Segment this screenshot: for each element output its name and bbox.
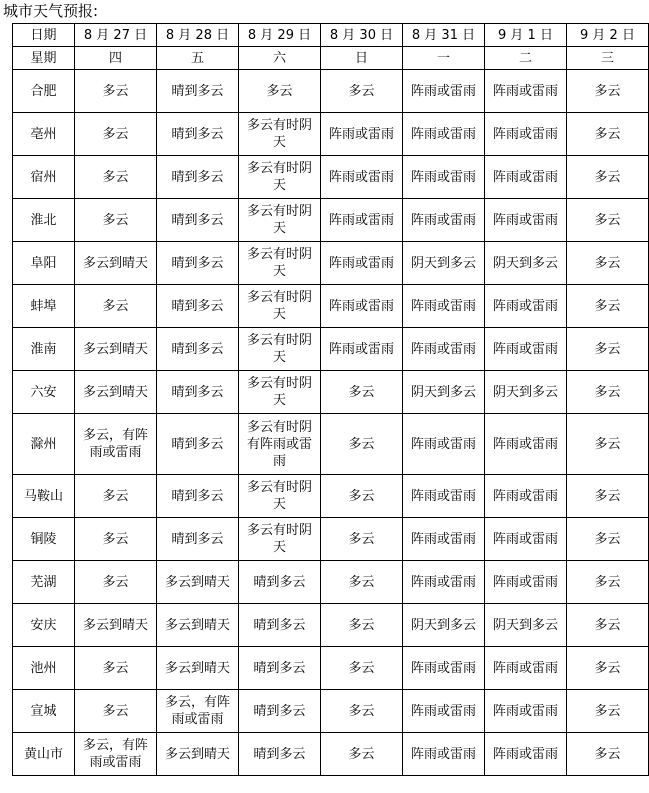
forecast-cell: 多云	[321, 371, 403, 414]
forecast-cell: 多云	[567, 371, 649, 414]
forecast-cell: 晴到多云	[157, 475, 239, 518]
date-header-cell: 9 月 1 日	[485, 24, 567, 47]
forecast-cell: 晴到多云	[157, 328, 239, 371]
city-name: 滁州	[13, 414, 75, 475]
weekday-header-cell: 日	[321, 47, 403, 70]
forecast-cell: 阵雨或雷雨	[321, 113, 403, 156]
forecast-cell: 多云	[321, 561, 403, 604]
forecast-cell: 多云，有阵雨或雷雨	[75, 414, 157, 475]
forecast-cell: 阵雨或雷雨	[321, 156, 403, 199]
city-row	[13, 156, 649, 199]
weekday-header-cell: 五	[157, 47, 239, 70]
forecast-cell: 晴到多云	[157, 199, 239, 242]
forecast-cell: 阵雨或雷雨	[485, 285, 567, 328]
forecast-cell: 多云	[321, 475, 403, 518]
forecast-cell: 阵雨或雷雨	[403, 475, 485, 518]
city-name: 淮北	[13, 199, 75, 242]
city-row	[13, 371, 649, 414]
forecast-cell: 阴天到多云	[403, 242, 485, 285]
forecast-cell: 阵雨或雷雨	[403, 328, 485, 371]
forecast-cell: 多云到晴天	[75, 328, 157, 371]
forecast-cell: 阵雨或雷雨	[485, 561, 567, 604]
forecast-cell: 多云	[75, 285, 157, 328]
city-row	[13, 113, 649, 156]
forecast-cell: 多云到晴天	[75, 371, 157, 414]
forecast-cell: 晴到多云	[157, 156, 239, 199]
city-name: 芜湖	[13, 561, 75, 604]
city-row	[13, 199, 649, 242]
forecast-cell: 多云到晴天	[157, 604, 239, 647]
forecast-cell: 阵雨或雷雨	[485, 199, 567, 242]
city-name: 宿州	[13, 156, 75, 199]
forecast-cell: 阵雨或雷雨	[485, 690, 567, 733]
forecast-cell: 多云	[321, 518, 403, 561]
forecast-cell: 阴天到多云	[485, 242, 567, 285]
date-header-label: 日期	[13, 24, 75, 47]
forecast-cell: 阴天到多云	[403, 371, 485, 414]
forecast-cell: 晴到多云	[157, 113, 239, 156]
forecast-cell: 晴到多云	[157, 70, 239, 113]
forecast-cell: 晴到多云	[157, 371, 239, 414]
forecast-cell: 多云	[567, 647, 649, 690]
forecast-cell: 多云	[75, 518, 157, 561]
date-header-cell: 8 月 28 日	[157, 24, 239, 47]
forecast-cell: 阵雨或雷雨	[403, 70, 485, 113]
forecast-cell: 多云	[75, 647, 157, 690]
city-row	[13, 285, 649, 328]
forecast-cell: 多云	[567, 70, 649, 113]
city-name: 亳州	[13, 113, 75, 156]
forecast-cell: 多云	[567, 242, 649, 285]
forecast-cell: 多云	[567, 328, 649, 371]
city-row	[13, 604, 649, 647]
forecast-cell: 多云有时阴天	[239, 113, 321, 156]
forecast-cell: 阵雨或雷雨	[403, 199, 485, 242]
forecast-cell: 晴到多云	[239, 733, 321, 776]
forecast-cell: 多云有时阴天	[239, 242, 321, 285]
forecast-cell: 阵雨或雷雨	[485, 647, 567, 690]
city-row	[13, 328, 649, 371]
forecast-cell: 阵雨或雷雨	[403, 113, 485, 156]
city-name: 阜阳	[13, 242, 75, 285]
forecast-cell: 阵雨或雷雨	[485, 156, 567, 199]
forecast-cell: 阵雨或雷雨	[321, 328, 403, 371]
forecast-cell: 多云到晴天	[157, 733, 239, 776]
forecast-cell: 阵雨或雷雨	[321, 199, 403, 242]
forecast-cell: 多云	[321, 70, 403, 113]
city-row	[13, 414, 649, 475]
weather-forecast-table	[12, 23, 649, 776]
forecast-cell: 多云	[321, 733, 403, 776]
forecast-cell: 阵雨或雷雨	[403, 690, 485, 733]
forecast-cell: 多云，有阵雨或雷雨	[75, 733, 157, 776]
weekday-header-row	[13, 47, 649, 70]
forecast-cell: 多云有时阴天	[239, 328, 321, 371]
forecast-cell: 多云到晴天	[75, 242, 157, 285]
city-name: 合肥	[13, 70, 75, 113]
forecast-cell: 晴到多云	[239, 561, 321, 604]
forecast-cell: 阵雨或雷雨	[485, 113, 567, 156]
city-row	[13, 647, 649, 690]
forecast-cell: 阵雨或雷雨	[403, 285, 485, 328]
forecast-cell: 多云有时阴天	[239, 518, 321, 561]
forecast-cell: 多云	[321, 414, 403, 475]
date-header-cell: 8 月 30 日	[321, 24, 403, 47]
city-name: 铜陵	[13, 518, 75, 561]
forecast-cell: 多云	[75, 690, 157, 733]
city-row	[13, 733, 649, 776]
forecast-cell: 阵雨或雷雨	[485, 733, 567, 776]
city-row	[13, 70, 649, 113]
weekday-header-cell: 二	[485, 47, 567, 70]
city-name: 六安	[13, 371, 75, 414]
city-name: 池州	[13, 647, 75, 690]
date-header-cell: 8 月 29 日	[239, 24, 321, 47]
forecast-cell: 多云	[567, 199, 649, 242]
weekday-header-cell: 六	[239, 47, 321, 70]
forecast-cell: 多云	[567, 475, 649, 518]
city-name: 黄山市	[13, 733, 75, 776]
forecast-cell: 多云	[567, 156, 649, 199]
forecast-cell: 阵雨或雷雨	[485, 70, 567, 113]
forecast-cell: 多云	[75, 475, 157, 518]
date-header-cell: 9 月 2 日	[567, 24, 649, 47]
forecast-cell: 晴到多云	[157, 242, 239, 285]
forecast-cell: 阵雨或雷雨	[485, 414, 567, 475]
forecast-cell: 阴天到多云	[403, 604, 485, 647]
weekday-header-cell: 四	[75, 47, 157, 70]
forecast-cell: 多云	[75, 199, 157, 242]
city-name: 马鞍山	[13, 475, 75, 518]
forecast-cell: 阵雨或雷雨	[321, 285, 403, 328]
forecast-cell: 多云	[321, 690, 403, 733]
forecast-cell: 多云	[567, 113, 649, 156]
forecast-cell: 多云有时阴天	[239, 475, 321, 518]
weekday-header-label: 星期	[13, 47, 75, 70]
forecast-cell: 晴到多云	[157, 518, 239, 561]
forecast-cell: 多云有时阴有阵雨或雷雨	[239, 414, 321, 475]
forecast-cell: 阵雨或雷雨	[485, 328, 567, 371]
city-row	[13, 518, 649, 561]
forecast-cell: 阵雨或雷雨	[403, 561, 485, 604]
forecast-cell: 阵雨或雷雨	[403, 733, 485, 776]
forecast-cell: 阵雨或雷雨	[403, 414, 485, 475]
forecast-cell: 多云，有阵雨或雷雨	[157, 690, 239, 733]
forecast-cell: 阵雨或雷雨	[403, 647, 485, 690]
forecast-cell: 多云	[75, 156, 157, 199]
forecast-cell: 晴到多云	[239, 604, 321, 647]
forecast-cell: 多云	[567, 414, 649, 475]
forecast-cell: 晴到多云	[157, 285, 239, 328]
date-header-cell: 8 月 27 日	[75, 24, 157, 47]
forecast-cell: 多云	[75, 113, 157, 156]
forecast-cell: 多云有时阴天	[239, 371, 321, 414]
forecast-cell: 阵雨或雷雨	[485, 518, 567, 561]
weekday-header-cell: 三	[567, 47, 649, 70]
forecast-cell: 阵雨或雷雨	[403, 156, 485, 199]
forecast-cell: 晴到多云	[239, 690, 321, 733]
forecast-cell: 阴天到多云	[485, 371, 567, 414]
city-name: 蚌埠	[13, 285, 75, 328]
city-row	[13, 690, 649, 733]
forecast-cell: 晴到多云	[239, 647, 321, 690]
forecast-cell: 多云有时阴天	[239, 285, 321, 328]
forecast-cell: 多云	[567, 604, 649, 647]
forecast-cell: 多云	[567, 561, 649, 604]
forecast-cell: 多云到晴天	[157, 647, 239, 690]
city-row	[13, 475, 649, 518]
forecast-cell: 多云	[567, 285, 649, 328]
forecast-cell: 多云	[567, 690, 649, 733]
forecast-cell: 多云	[239, 70, 321, 113]
forecast-cell: 多云到晴天	[157, 561, 239, 604]
forecast-cell: 多云有时阴天	[239, 199, 321, 242]
forecast-cell: 多云有时阴天	[239, 156, 321, 199]
city-row	[13, 561, 649, 604]
forecast-cell: 阴天到多云	[485, 604, 567, 647]
forecast-cell: 多云	[567, 733, 649, 776]
forecast-cell: 多云	[567, 518, 649, 561]
forecast-cell: 阵雨或雷雨	[321, 242, 403, 285]
forecast-cell: 多云	[321, 604, 403, 647]
weekday-header-cell: 一	[403, 47, 485, 70]
forecast-cell: 晴到多云	[157, 414, 239, 475]
forecast-cell: 多云到晴天	[75, 604, 157, 647]
forecast-cell: 多云	[75, 70, 157, 113]
city-name: 淮南	[13, 328, 75, 371]
date-header-cell: 8 月 31 日	[403, 24, 485, 47]
city-name: 宣城	[13, 690, 75, 733]
page-title: 城市天气预报:	[3, 2, 99, 20]
forecast-cell: 阵雨或雷雨	[485, 475, 567, 518]
forecast-cell: 阵雨或雷雨	[403, 518, 485, 561]
city-row	[13, 242, 649, 285]
city-name: 安庆	[13, 604, 75, 647]
forecast-cell: 多云	[321, 647, 403, 690]
date-header-row	[13, 24, 649, 47]
forecast-cell: 多云	[75, 561, 157, 604]
